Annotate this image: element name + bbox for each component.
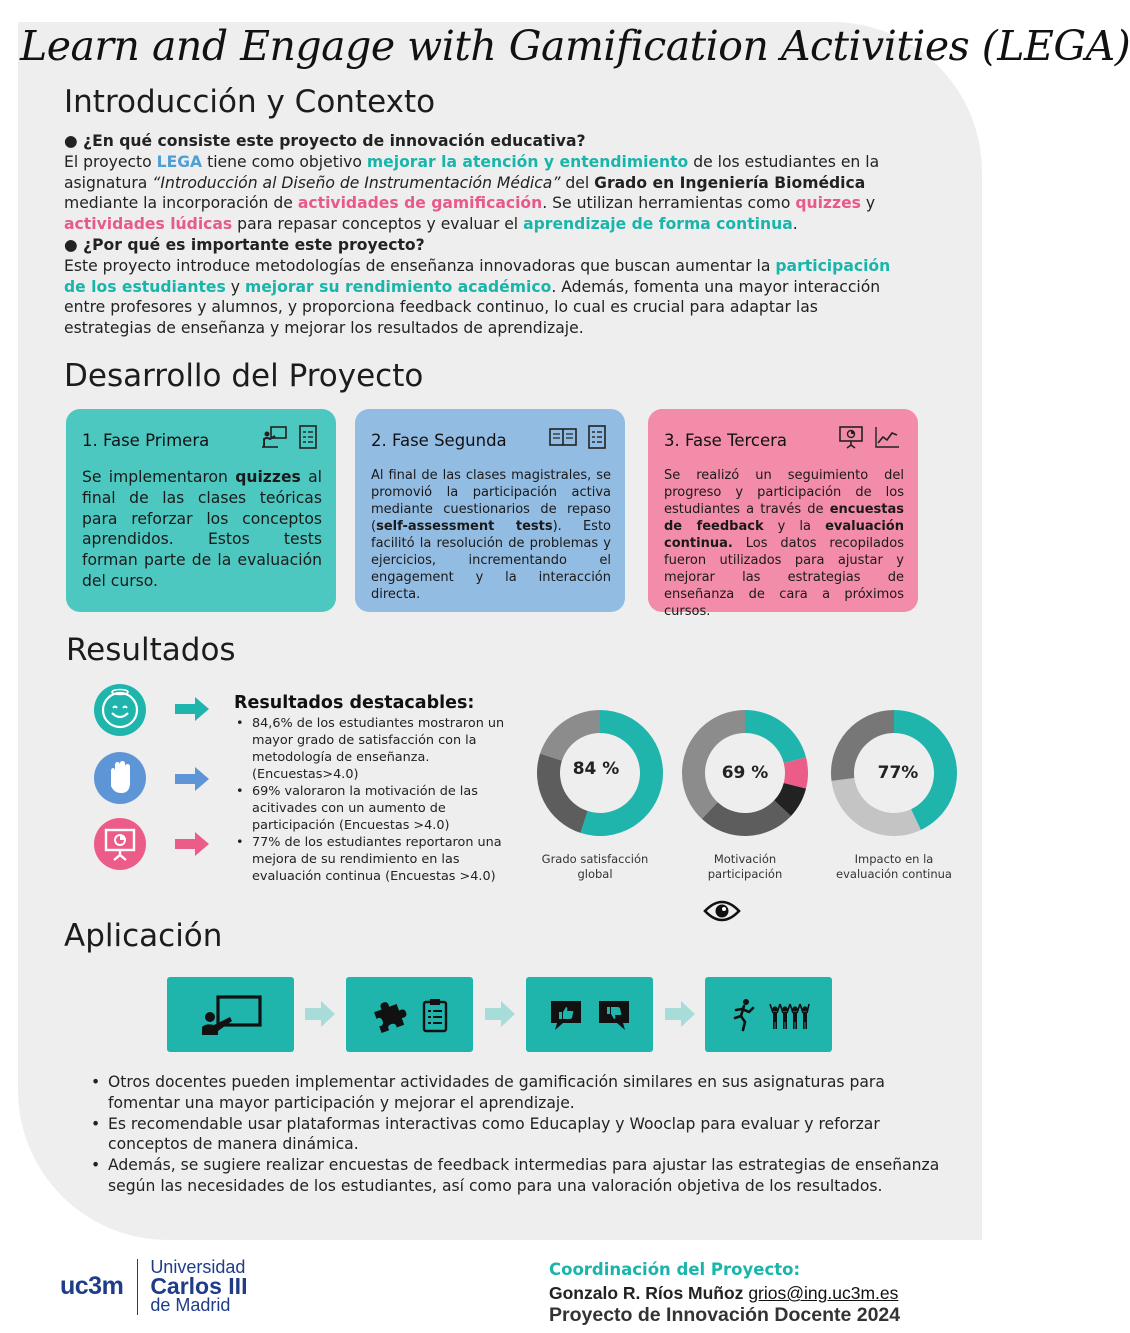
donut-value: 69 % [721, 763, 769, 783]
logo-divider [137, 1259, 138, 1315]
intro-question-1: ● ¿En qué consiste este proyecto de innovación educativa? [64, 132, 586, 150]
list-item: • Además, se sugiere realizar encuestas de feedback intermedias para ajustar las estrategias de enseñanza según las necesidades de los estudiantes, así como para una valoración objetiva de los resultados. [88, 1155, 948, 1197]
results-title: Resultados destacables: [234, 693, 475, 713]
thumbs-up-bubble-icon [549, 999, 583, 1031]
phase-title: 1. Fase Primera [82, 431, 210, 450]
donut-segment-lighter [831, 778, 920, 836]
phase-card-2 [355, 409, 625, 612]
phase-title: 2. Fase Segunda [371, 431, 507, 450]
results-text [234, 693, 524, 885]
donut-segment-light [540, 710, 600, 761]
section-title-aplicacion: Aplicación [64, 918, 223, 954]
open-book-icon [549, 425, 577, 449]
donut-segment-rest [702, 800, 791, 836]
university-logo [60, 1258, 247, 1315]
presentation-icon [93, 817, 147, 871]
phase-body: Se implementaron quizzes al final de las clases teóricas para reforzar los conceptos aprendidos. Estos tests forman parte de la evaluación del curso. [82, 468, 322, 590]
arrow-right-icon [175, 832, 209, 856]
intro-question-2: ● ¿Por qué es importante este proyecto? [64, 235, 425, 254]
coordination-block [549, 1260, 989, 1327]
donut-chart-impacto [829, 708, 959, 838]
list-item: • 69% valoraron la motivación de las acitivades con un aumento de participación (Encuestas >4.0) [234, 783, 524, 834]
phase-body: Al final de las clases magistrales, se promovió la participación activa mediante cuestionarios de repaso (self-assessment tests). Esto facilitó la resolución de problemas y ejercicios, incrementando el engagement y la interacción directa. [371, 468, 611, 602]
arrow-right-icon [665, 1001, 695, 1027]
arrow-right-icon [485, 1001, 515, 1027]
phase-body: Se realizó un seguimiento del progreso y participación de los estudiantes a través de encuestas de feedback y la evaluación continua. Los datos recopilados fueron utilizados para ajustar y mejorar las estrategias de enseñanza de cara a próximos cursos. [664, 468, 904, 619]
application-list [88, 1072, 948, 1197]
section-title-resultados: Resultados [66, 632, 236, 668]
running-person-icon [729, 998, 755, 1032]
eye-icon [703, 897, 741, 925]
logo-line-2: Carlos III [150, 1273, 248, 1299]
phase-card-1 [66, 409, 336, 612]
phase-title: 3. Fase Tercera [664, 431, 788, 450]
donut-segment-highlight [745, 710, 806, 763]
poster-title: Learn and Engage with Gamification Activities (LEGA) [20, 22, 1130, 70]
raised-hand-icon [93, 751, 147, 805]
intro-paragraph-1: El proyecto LEGA tiene como objetivo mejorar la atención y entendimiento de los estudiantes en la asignatura “Introducción al Diseño de Instrumentación Médica” del Grado en Ingeniería Biomédica mediante la incorporación de actividades de gamificación. Se utilizan herramientas como quizzes y actividades lúdicas para repasar conceptos y evaluar el aprendizaje de forma continua. [64, 152, 880, 234]
app-step-engagement [705, 977, 832, 1052]
intro-paragraph-2: Este proyecto introduce metodologías de enseñanza innovadoras que buscan aumentar la participación de los estudiantes y mejorar su rendimiento académico. Además, fomenta una mayor interacción entre profesores y alumnos, y proporciona feedback continuo, lo cual es crucial para adaptar las estrategias de enseñanza y mejorar los resultados de aprendizaje. [64, 256, 891, 338]
teacher-board-icon [262, 425, 288, 449]
donut-value: 77% [877, 763, 919, 783]
logo-line-1: Universidad [150, 1257, 246, 1277]
arrow-right-icon [175, 697, 209, 721]
logo-short: uc3m [60, 1272, 124, 1300]
app-step-teaching [167, 977, 294, 1052]
donut-label: Grado satisfacción global [541, 852, 649, 881]
checklist-icon [298, 425, 318, 449]
cheering-group-icon [769, 1000, 809, 1030]
arrow-right-icon [305, 1001, 335, 1027]
intro-text [64, 131, 894, 339]
smiley-icon [93, 683, 147, 737]
donut-label: Motivación participación [707, 852, 783, 881]
phase-card-3 [648, 409, 918, 619]
project-label: Proyecto de Innovación Docente 2024 [549, 1304, 901, 1326]
donut-label: Impacto en la evaluación continua [836, 852, 952, 881]
list-item: • 84,6% de los estudiantes mostraron un mayor grado de satisfacción con la metodología de enseñanza. (Encuestas>4.0) [234, 715, 524, 783]
app-step-activities [346, 977, 473, 1052]
coordinator-email-link[interactable]: grios@ing.uc3m.es [748, 1283, 899, 1303]
donut-chart-satisfaccion [535, 708, 665, 838]
list-item: • Es recomendable usar plataformas interactivas como Educaplay y Wooclap para evaluar y reforzar conceptos de manera dinámica. [88, 1114, 948, 1156]
section-title-intro: Introducción y Contexto [64, 84, 436, 120]
presentation-icon [838, 425, 864, 449]
thumbs-down-bubble-icon [597, 999, 631, 1031]
checklist-icon [587, 425, 607, 449]
donut-value: 84 % [572, 759, 620, 779]
clipboard-icon [422, 998, 448, 1032]
arrow-right-icon [175, 767, 209, 791]
coordination-title: Coordinación del Proyecto: [549, 1260, 801, 1279]
list-item: • 77% de los estudiantes reportaron una mejora de su rendimiento en las evaluación continua (Encuestas >4.0) [234, 834, 524, 885]
coordinator-name: Gonzalo R. Ríos Muñoz [549, 1283, 744, 1303]
logo-line-3: de Madrid [150, 1295, 231, 1315]
puzzle-icon [372, 997, 408, 1033]
teacher-board-icon [200, 995, 262, 1035]
line-chart-icon [874, 425, 900, 449]
section-title-desarrollo: Desarrollo del Proyecto [64, 358, 424, 394]
list-item: • Otros docentes pueden implementar actividades de gamificación similares en sus asignaturas para fomentar una mayor participación y mejorar el aprendizaje. [88, 1072, 948, 1114]
app-step-feedback [526, 977, 653, 1052]
donut-chart-motivacion [680, 708, 810, 838]
